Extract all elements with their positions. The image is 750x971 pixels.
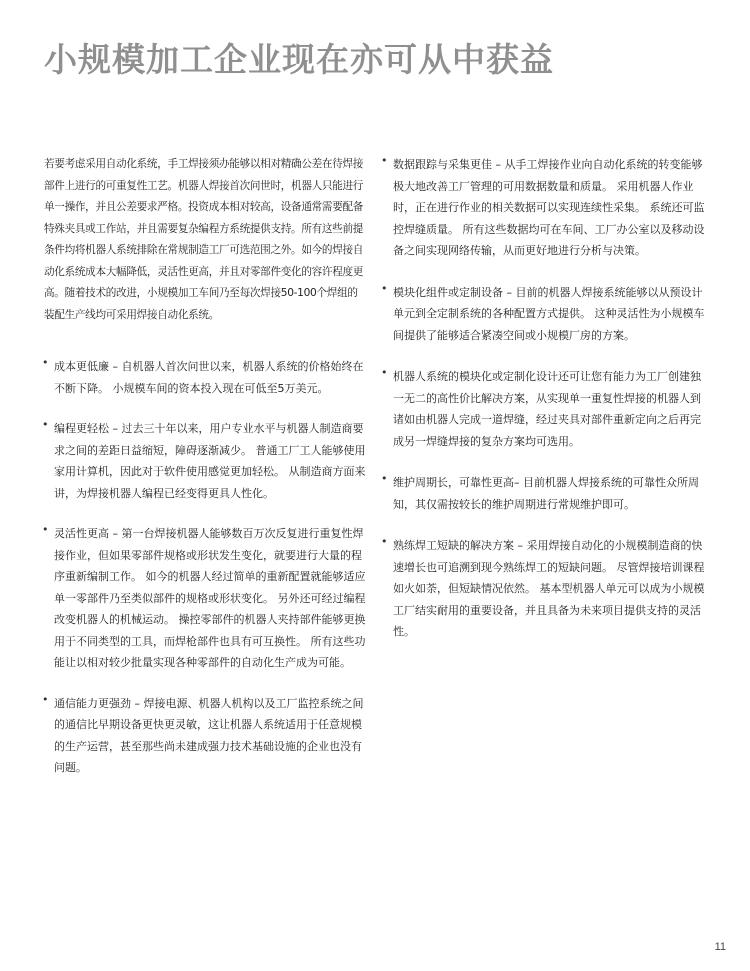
bullet-text: 成本更低廉 – 自机器人首次问世以来，机器人系统的价格始终在不断下降。 小规模车间的资本投入现在可低至5万美元。 [54,360,364,395]
bullet-item-custom-design [383,366,707,452]
page-title: 小规模加工企业现在亦可从中获益 [44,40,554,79]
bullet-dot-icon: • [42,418,49,431]
bullet-dot-icon: • [42,523,49,536]
bullet-item-maintenance [383,472,707,515]
bullet-item-communication [44,693,366,779]
bullet-item-cost [44,356,366,399]
right-column [383,154,707,663]
bullet-dot-icon: • [42,692,49,706]
bullet-text: 数据跟踪与采集更佳 – 从手工焊接作业向自动化系统的转变能够极大地改善工厂管理的可用数据数量和质量。 采用机器人作业时，正在进行作业的相关数据可以实现连续性采集。 系统还可监控焊缝质量。 所有这些数据均可在车间、工厂办公室以及移动设备之间实现网络传输，从而更好地进行分析与决策。 [393,158,705,257]
bullet-dot-icon: • [381,281,388,295]
bullet-dot-icon: • [381,154,388,167]
bullet-text: 灵活性更高 – 第一台焊接机器人能够数百万次反复进行重复性焊接作业，但如果零部件规格或形状发生变化，就要进行大量的程序重新编制工作。 如今的机器人经过简单的重新配置就能够适应单一零部件乃至类似部件的规格或形状变化。 另外还可经过编程改变机器人的机械运动。 操控零部件的机器人夹持部件能够更换用于不同类型的工具，而焊枪部件也具有可互换性。 所有这些功能让以相对较少批量实现各种零部件的自动化生产成为可能。 [54,527,366,669]
bullet-dot-icon: • [42,356,49,369]
left-column [44,154,366,798]
bullet-text: 编程更轻松 – 过去三十年以来，用户专业水平与机器人制造商要求之间的差距日益缩短，障碍逐渐减少。 普通工厂工人能够使用家用计算机，因此对于软件使用感觉更加轻松。 从制造商方面来讲，为焊接机器人编程已经变得更具人性化。 [54,422,366,500]
bullet-dot-icon: • [381,472,388,485]
bullet-item-programming [44,418,366,504]
bullet-item-modular [383,282,707,347]
bullet-dot-icon: • [381,535,388,548]
bullet-text: 通信能力更强劲 – 焊接电源、机器人机构以及工厂监控系统之间的通信比早期设备更快更灵敏，这让机器人系统适用于任意规模的生产运营，甚至那些尚未建成强力技术基础设施的企业也没有问题。 [54,696,364,774]
bullet-text: 熟练焊工短缺的解决方案 – 采用焊接自动化的小规模制造商的快速增长也可追溯到现今熟练焊工的短缺问题。 尽管焊接培训课程如火如荼，但短缺情况依然。 基本型机器人单元可以成为小规模工厂结实耐用的重要设备，并且具备为未来项目提供支持的灵活性。 [393,539,705,638]
intro-paragraph: 若要考虑采用自动化系统，手工焊接须办能够以相对精确公差在待焊接部件上进行的可重复性工艺。机器人焊接首次问世时，机器人只能进行单一操作，并且公差要求严格。投资成本相对较高，设备通常需要配备特殊夹具或工作站，并且需要复杂编程方系统提供支持。所有这些前提条件均将机器人系统排除在常规制造工厂可选范围之外。如今的焊接自动化系统成本大幅降低，灵活性更高，并且对零部件变化的容许程度更高。随着技术的改进，小规模加工车间乃至每次焊接50-100个焊组的装配生产线均可采用焊接自动化系统。 [44,158,364,321]
bullet-text: 机器人系统的模块化或定制化设计还可让您有能力为工厂创建独一无二的高性价比解决方案，从实现单一重复性焊接的机器人到诸如由机器人完成一道焊缝，经过夹具对部件重新定向之后再完成另一焊缝焊接的复杂方案均可选用。 [393,370,701,448]
bullet-dot-icon: • [381,366,388,379]
bullet-item-welder-shortage [383,535,707,643]
bullet-item-flexibility [44,523,366,674]
bullet-item-data-tracking [383,154,707,262]
bullet-text: 维护周期长，可靠性更高– 目前机器人焊接系统的可靠性众所周知，其仅需按较长的维护周期进行常规维护即可。 [393,476,699,511]
page-number: 11 [714,941,726,953]
bullet-text: 模块化组件或定制设备 – 目前的机器人焊接系统能够以从预设计单元到全定制系统的各种配置方式提供。 这种灵活性为小规模车间提供了能够适合紧凑空间或小规模厂房的方案。 [393,285,705,342]
